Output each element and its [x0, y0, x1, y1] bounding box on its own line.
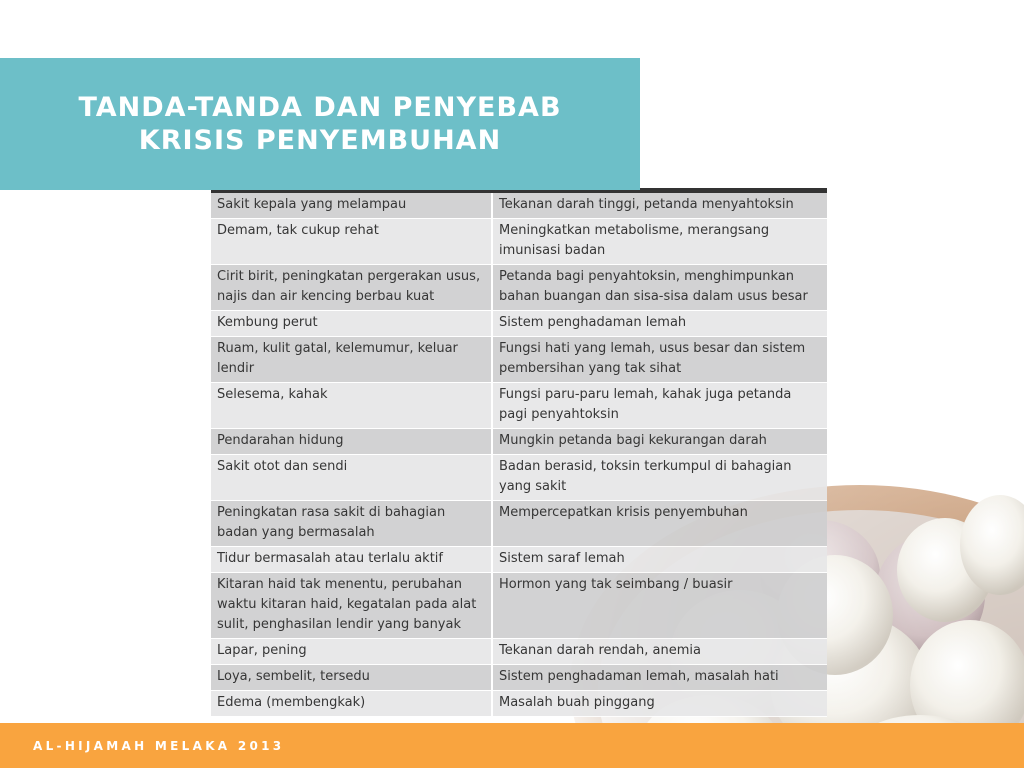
table-row — [211, 691, 827, 717]
title-banner — [0, 58, 640, 190]
cause-cell: Meningkatkan metabolisme, merangsang imunisasi badan — [492, 219, 827, 265]
cause-cell: Mempercepatkan krisis penyembuhan — [492, 501, 827, 547]
footer-label: AL-HIJAMAH MELAKA 2013 — [33, 739, 285, 753]
sign-cell: Kembung perut — [211, 311, 492, 337]
table-row — [211, 265, 827, 311]
slide-title-line-1: TANDA-TANDA DAN PENYEBAB — [78, 92, 562, 123]
table-row — [211, 501, 827, 547]
table-row — [211, 573, 827, 639]
slide-title-line-2: KRISIS PENYEMBUHAN — [138, 125, 502, 156]
cause-cell: Tekanan darah tinggi, petanda menyahtoksin — [492, 193, 827, 219]
sign-cell: Edema (membengkak) — [211, 691, 492, 717]
cause-cell: Masalah buah pinggang — [492, 691, 827, 717]
sign-cell: Kitaran haid tak menentu, perubahan waktu kitaran haid, kegatalan pada alat sulit, penghasilan lendir yang banyak — [211, 573, 492, 639]
sign-cell: Ruam, kulit gatal, kelemumur, keluar lendir — [211, 337, 492, 383]
cause-cell: Sistem penghadaman lemah — [492, 311, 827, 337]
symptom-table — [211, 193, 827, 717]
table-row — [211, 455, 827, 501]
sign-cell: Sakit otot dan sendi — [211, 455, 492, 501]
symptom-table-container — [211, 188, 827, 718]
sign-cell: Selesema, kahak — [211, 383, 492, 429]
cause-cell: Badan berasid, toksin terkumpul di bahagian yang sakit — [492, 455, 827, 501]
table-row — [211, 383, 827, 429]
table-row — [211, 665, 827, 691]
table-row — [211, 193, 827, 219]
sign-cell: Lapar, pening — [211, 639, 492, 665]
sign-cell: Demam, tak cukup rehat — [211, 219, 492, 265]
table-row — [211, 547, 827, 573]
cause-cell: Petanda bagi penyahtoksin, menghimpunkan bahan buangan dan sisa-sisa dalam usus besar — [492, 265, 827, 311]
table-row — [211, 639, 827, 665]
sign-cell: Tidur bermasalah atau terlalu aktif — [211, 547, 492, 573]
cause-cell: Sistem saraf lemah — [492, 547, 827, 573]
table-row — [211, 337, 827, 383]
sign-cell: Loya, sembelit, tersedu — [211, 665, 492, 691]
table-row — [211, 429, 827, 455]
table-row — [211, 219, 827, 265]
sign-cell: Sakit kepala yang melampau — [211, 193, 492, 219]
sign-cell: Cirit birit, peningkatan pergerakan usus, najis dan air kencing berbau kuat — [211, 265, 492, 311]
cause-cell: Fungsi paru-paru lemah, kahak juga petanda pagi penyahtoksin — [492, 383, 827, 429]
sign-cell: Peningkatan rasa sakit di bahagian badan yang bermasalah — [211, 501, 492, 547]
cause-cell: Fungsi hati yang lemah, usus besar dan sistem pembersihan yang tak sihat — [492, 337, 827, 383]
cause-cell: Tekanan darah rendah, anemia — [492, 639, 827, 665]
cause-cell: Mungkin petanda bagi kekurangan darah — [492, 429, 827, 455]
cause-cell: Hormon yang tak seimbang / buasir — [492, 573, 827, 639]
cause-cell: Sistem penghadaman lemah, masalah hati — [492, 665, 827, 691]
table-row — [211, 311, 827, 337]
sign-cell: Pendarahan hidung — [211, 429, 492, 455]
